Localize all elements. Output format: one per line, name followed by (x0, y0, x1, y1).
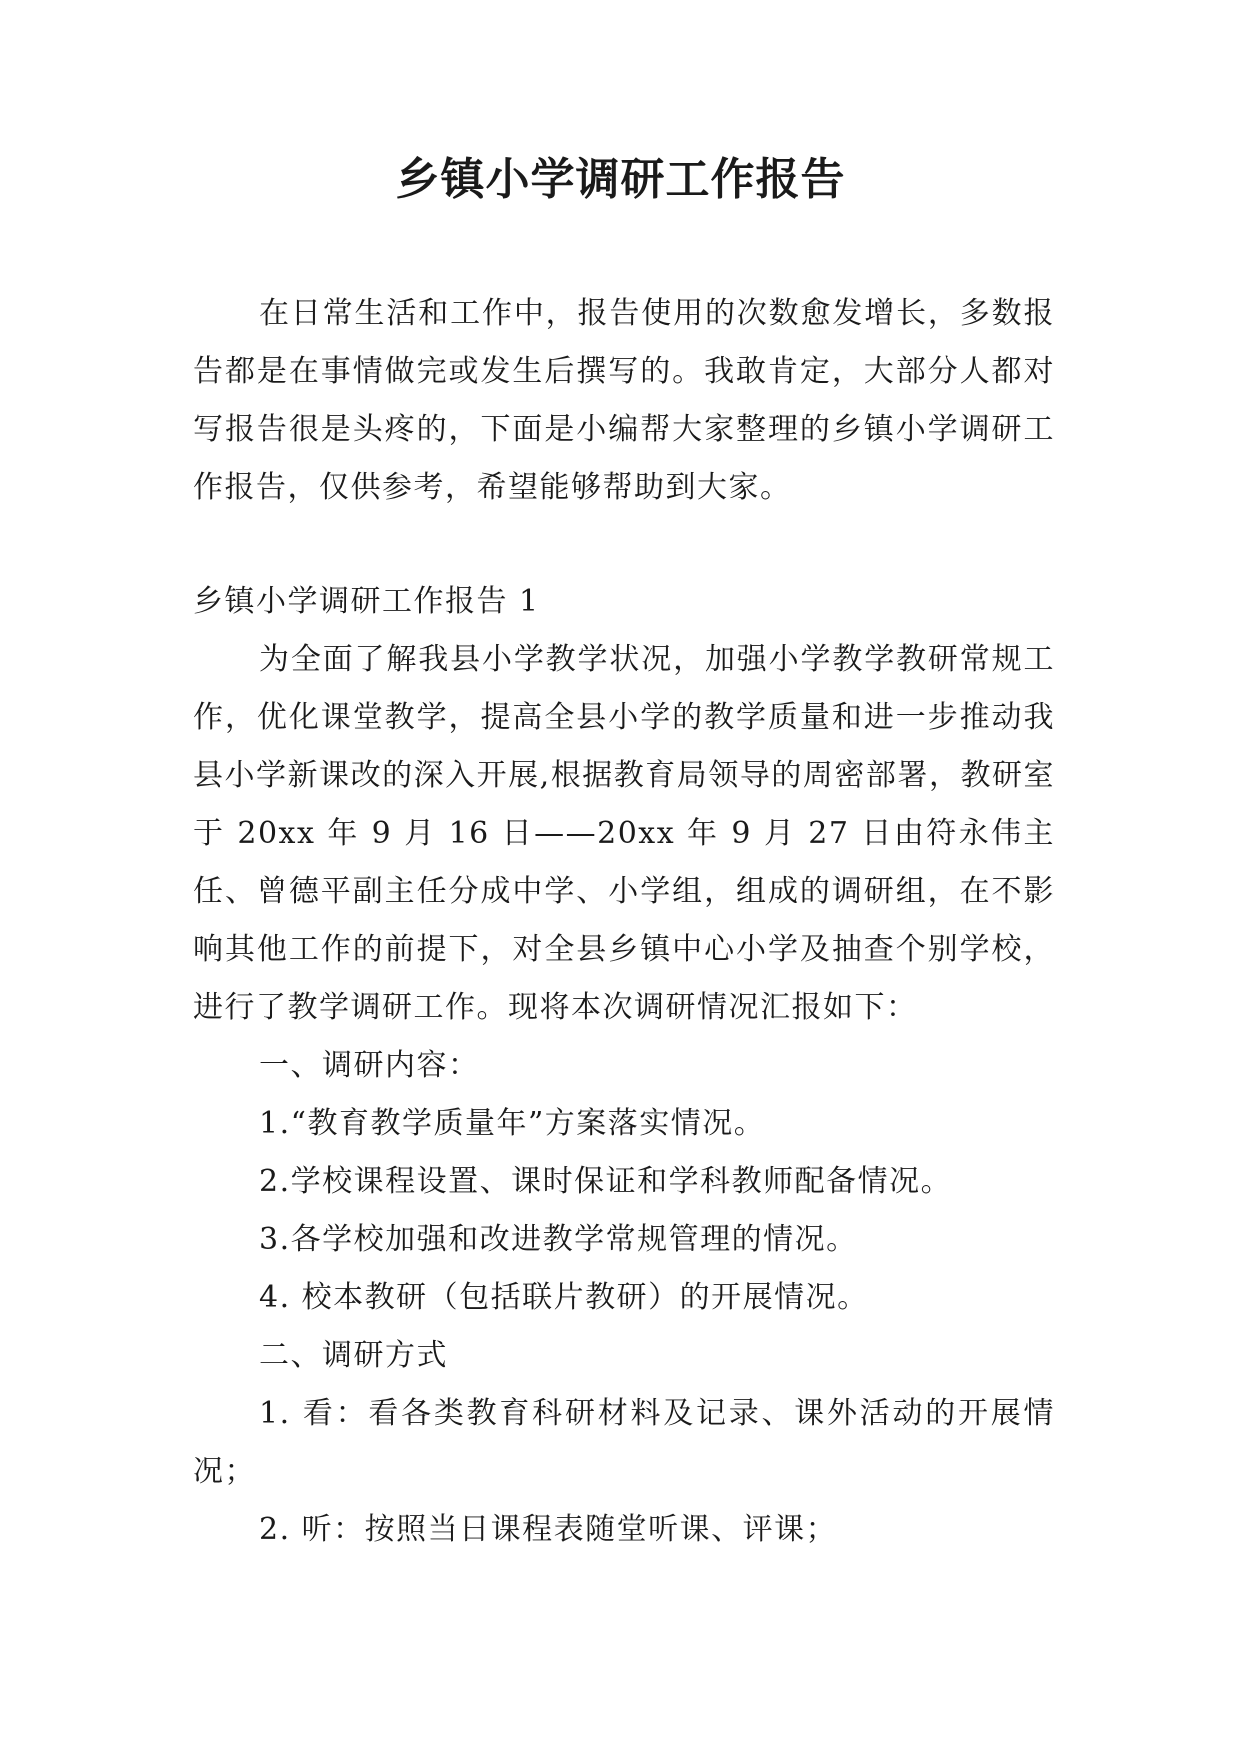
body-paragraph: 为全面了解我县小学教学状况，加强小学教学教研常规工作，优化课堂教学，提高全县小学的教学质量和进一步推动我县小学新课改的深入开展,根据教育局领导的周密部署，教研室于 20xx 年 9 月 16 日——20xx 年 9 月 27 日由符永伟主任、曾德平副主任分成中学、小学组，组成的调研组，在不影响其他工作的前提下，对全县乡镇中心小学及抽查个别学校，进行了教学调研工作。现将本次调研情况汇报如下： (193, 642, 1055, 1025)
document-title: 乡镇小学调研工作报告 (395, 154, 846, 205)
intro-paragraph: 在日常生活和工作中，报告使用的次数愈发增长，多数报告都是在事情做完或发生后撰写的。我敢肯定，大部分人都对写报告很是头疼的，下面是小编帮大家整理的乡镇小学调研工作报告，仅供参考，希望能够帮助到大家。 (193, 296, 1055, 505)
list-heading: 二、调研方式 (259, 1338, 448, 1373)
list-item: 1. 看：看各类教育科研材料及记录、课外活动的开展情况； (193, 1396, 1055, 1489)
document-body (193, 285, 1055, 1559)
section-title: 乡镇小学调研工作报告 1 (193, 584, 540, 619)
list-heading: 一、调研内容： (259, 1048, 480, 1083)
list-item: 2.学校课程设置、课时保证和学科教师配备情况。 (259, 1164, 953, 1199)
list-item: 1.“教育教学质量年”方案落实情况。 (259, 1106, 766, 1141)
list-item: 2. 听：按照当日课程表随堂听课、评课； (259, 1512, 838, 1547)
list-item: 4. 校本教研（包括联片教研）的开展情况。 (259, 1280, 869, 1315)
list-item: 3.各学校加强和改进教学常规管理的情况。 (259, 1222, 858, 1257)
